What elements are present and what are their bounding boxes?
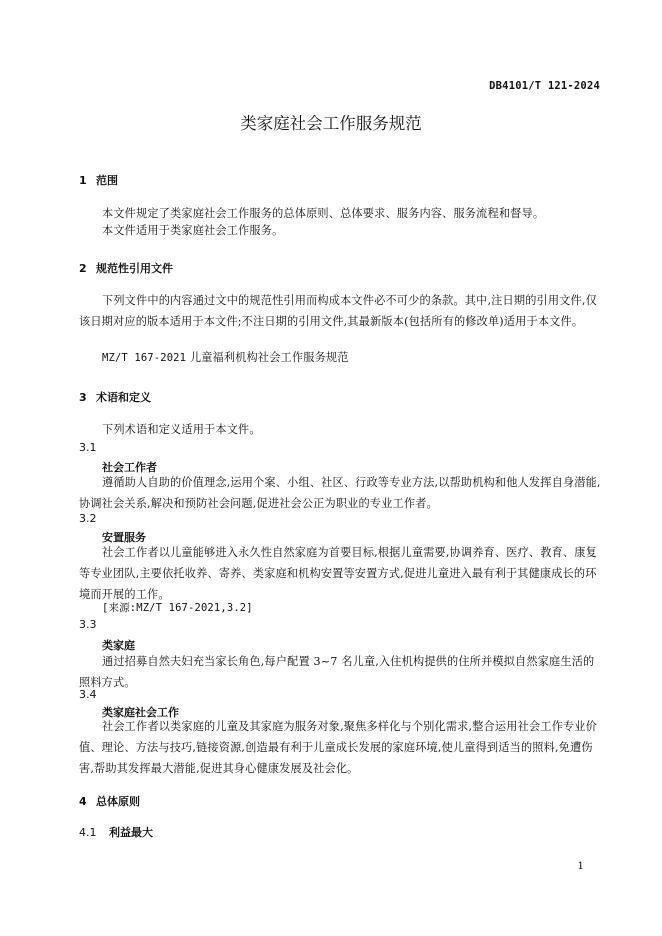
term-number: 3.1 — [79, 441, 97, 454]
section-1-heading — [79, 172, 118, 188]
section-title: 规范性引用文件 — [96, 262, 173, 275]
document-title: 类家庭社会工作服务规范 — [240, 114, 422, 133]
term-number: 3.3 — [79, 618, 97, 631]
normative-reference — [79, 347, 603, 369]
subsection-4-1-heading — [79, 824, 153, 840]
paragraph: 下列术语和定义适用于本文件。 — [102, 423, 261, 436]
section-3-heading — [79, 389, 151, 405]
term-definition: 通过招募自然夫妇充当家长角色,每户配置 3~7 名儿童,入住机构提供的住所并模拟自然家庭生活的照料方式。 — [79, 655, 595, 689]
section-title: 总体原则 — [96, 795, 140, 808]
reference-code: MZ/T 167-2021 — [102, 352, 187, 364]
term-name: 安置服务 — [102, 531, 146, 544]
section-title: 术语和定义 — [96, 391, 151, 404]
subsection-number: 4.1 — [79, 826, 97, 839]
page-number: 1 — [577, 860, 584, 872]
term-name: 类家庭 — [102, 639, 135, 652]
section-number: 4 — [79, 795, 87, 808]
section-number: 1 — [79, 174, 87, 187]
section-4-heading — [79, 793, 140, 809]
section-2-heading — [79, 260, 173, 276]
term-definition: 社会工作者以类家庭的儿童及其家庭为服务对象,聚焦多样化与个别化需求,整合运用社会工作专业价值、理论、方法与技巧,链接资源,创造最有利于儿童成长发展的家庭环境,使儿童得到适当的照料,免遭伤害,帮助其发挥最大潜能,促进其身心健康发展及社会化。 — [79, 720, 597, 775]
standard-code: DB4101/T 121-2024 — [489, 80, 600, 92]
term-name: 社会工作者 — [102, 461, 157, 474]
subsection-title: 利益最大 — [109, 826, 153, 839]
term-definition: 遵循助人自助的价值理念,运用个案、小组、社区、行政等专业方法,以帮助机构和他人发挥自身潜能,协调社会关系,解决和预防社会问题,促进社会公正为职业的专业工作者。 — [79, 476, 601, 510]
section-number: 2 — [79, 262, 87, 275]
term-number: 3.4 — [79, 688, 97, 701]
term-number: 3.2 — [79, 512, 97, 525]
reference-title: 儿童福利机构社会工作服务规范 — [189, 351, 349, 364]
term-definition: 社会工作者以儿童能够进入永久性自然家庭为首要目标,根据儿童需要,协调养育、医疗、教育、康复等专业团队,主要依托收养、寄养、类家庭和机构安置等安置方式,促进儿童进入最有利于其健康成长的环境而开展的工作。 — [79, 546, 597, 601]
term-source: [来源:MZ/T 167-2021,3.2] — [102, 602, 253, 614]
paragraph: 下列文件中的内容通过文中的规范性引用而构成本文件必不可少的条款。其中,注日期的引用文件,仅该日期对应的版本适用于本文件;不注日期的引用文件,其最新版本(包括所有的修改单)适用于本文件。 — [79, 294, 597, 328]
paragraph: 本文件规定了类家庭社会工作服务的总体原则、总体要求、服务内容、服务流程和督导。 — [102, 207, 545, 220]
section-title: 范围 — [96, 174, 118, 187]
paragraph: 本文件适用于类家庭社会工作服务。 — [102, 224, 284, 237]
term-name: 类家庭社会工作 — [102, 706, 179, 719]
section-number: 3 — [79, 391, 87, 404]
